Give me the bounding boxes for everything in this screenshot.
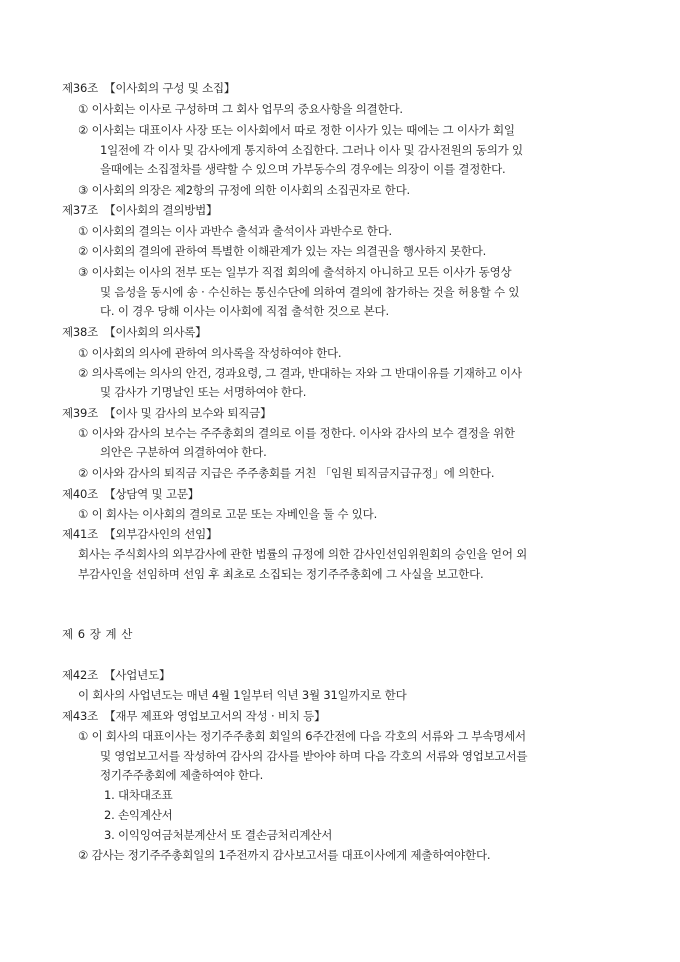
article-label: 제38조 bbox=[62, 325, 99, 339]
article-42-heading bbox=[62, 667, 170, 683]
article-label: 제37조 bbox=[62, 203, 99, 217]
paragraph-continuation: 및 영업보고서를 작성하여 감사의 감사를 받아야 하며 다음 각호의 서류와 영업보고서를 bbox=[100, 749, 528, 763]
paragraph: ① 이 회사의 대표이사는 정기주주총회 회일의 6주간전에 다음 각호의 서류와 그 부속명세서 bbox=[78, 729, 526, 743]
paragraph-continuation: 1일전에 각 이사 및 감사에게 통지하여 소집한다. 그러나 이사 및 감사전원의 동의가 있 bbox=[100, 143, 523, 157]
paragraph: ① 이 회사는 이사회의 결의로 고문 또는 자베인을 둘 수 있다. bbox=[78, 507, 378, 521]
list-item: 3. 이익잉여금처분계산서 또 결손금처리계산서 bbox=[104, 828, 333, 842]
paragraph-continuation: 부감사인을 선임하며 선임 후 최초로 소집되는 정기주주총회에 그 사실을 보고한다. bbox=[78, 567, 484, 581]
paragraph: 회사는 주식회사의 외부감사에 관한 법률의 규정에 의한 감사인선임위원회의 승인을 얻어 외 bbox=[78, 547, 528, 561]
article-label: 제40조 bbox=[62, 487, 99, 501]
article-title: 【상담역 및 고문】 bbox=[104, 487, 200, 501]
paragraph-continuation: 의안은 구분하여 의결하여야 한다. bbox=[100, 445, 267, 459]
article-39-heading bbox=[62, 405, 271, 421]
chapter-heading: 제 6 장 계 산 bbox=[62, 627, 133, 641]
paragraph: ① 이사회의 결의는 이사 과반수 출석과 출석이사 과반수로 한다. bbox=[78, 224, 392, 238]
paragraph: ② 이사회는 대표이사 사장 또는 이사회에서 따로 정한 이사가 있는 때에는 그 이사가 회일 bbox=[78, 123, 515, 137]
paragraph: ② 감사는 정기주주총회일의 1주전까지 감사보고서를 대표이사에게 제출하여야한다. bbox=[78, 848, 491, 862]
list-item: 2. 손익계산서 bbox=[104, 808, 173, 822]
article-title: 【재무 제표와 영업보고서의 작성 · 비치 등】 bbox=[104, 709, 326, 723]
article-41-heading bbox=[62, 526, 217, 542]
article-title: 【이사회의 구성 및 소집】 bbox=[104, 81, 236, 95]
paragraph-continuation: 정기주주총회에 제출하여야 한다. bbox=[100, 768, 264, 782]
article-label: 제42조 bbox=[62, 668, 99, 682]
paragraph: ③ 이사회는 이사의 전부 또는 일부가 직접 회의에 출석하지 아니하고 모든 이사가 동영상 bbox=[78, 265, 512, 279]
article-title: 【이사 및 감사의 보수와 퇴직금】 bbox=[104, 406, 272, 420]
article-title: 【사업년도】 bbox=[104, 668, 171, 682]
paragraph: ① 이사회의 의사에 관하여 의사록을 작성하여야 한다. bbox=[78, 346, 342, 360]
paragraph: ① 이사와 감사의 보수는 주주총회의 결의로 이를 정한다. 이사와 감사의 보수 결정을 위한 bbox=[78, 426, 515, 440]
article-title: 【이사회의 의사록】 bbox=[104, 325, 207, 339]
article-label: 제41조 bbox=[62, 527, 99, 541]
list-item: 1. 대차대조표 bbox=[104, 788, 173, 802]
article-label: 제43조 bbox=[62, 709, 99, 723]
paragraph: ① 이사회는 이사로 구성하며 그 회사 업무의 중요사항을 의결한다. bbox=[78, 102, 403, 116]
paragraph: 이 회사의 사업년도는 매년 4월 1일부터 익년 3월 31일까지로 한다 bbox=[78, 688, 407, 702]
article-title: 【외부감사인의 선임】 bbox=[104, 527, 218, 541]
article-label: 제36조 bbox=[62, 81, 99, 95]
article-40-heading bbox=[62, 486, 199, 502]
paragraph-continuation: 및 음성을 동시에 송 · 수신하는 통신수단에 의하여 결의에 참가하는 것을 허용할 수 있 bbox=[100, 285, 520, 299]
article-label: 제39조 bbox=[62, 406, 99, 420]
article-36-heading bbox=[62, 80, 235, 96]
paragraph: ② 의사록에는 의사의 안건, 경과요령, 그 결과, 반대하는 자와 그 반대이유를 기재하고 이사 bbox=[78, 366, 522, 380]
article-38-heading bbox=[62, 324, 206, 340]
paragraph-continuation: 및 감사가 기명날인 또는 서명하여야 한다. bbox=[100, 385, 307, 399]
paragraph-continuation: 을때에는 소집절차를 생략할 수 있으며 가부동수의 경우에는 의장이 이를 결정한다. bbox=[100, 162, 506, 176]
article-37-heading bbox=[62, 202, 217, 218]
paragraph: ② 이사회의 결의에 관하여 특별한 이해관계가 있는 자는 의결권을 행사하지 못한다. bbox=[78, 244, 487, 258]
paragraph-continuation: 다. 이 경우 당해 이사는 이사회에 직접 출석한 것으로 본다. bbox=[100, 304, 389, 318]
article-title: 【이사회의 결의방법】 bbox=[104, 203, 218, 217]
article-43-heading bbox=[62, 708, 325, 724]
paragraph: ③ 이사회의 의장은 제2항의 규정에 의한 이사회의 소집권자로 한다. bbox=[78, 183, 410, 197]
paragraph: ② 이사와 감사의 퇴직금 지급은 주주총회를 거친 「임원 퇴직금지급규정」에 의한다. bbox=[78, 466, 495, 480]
